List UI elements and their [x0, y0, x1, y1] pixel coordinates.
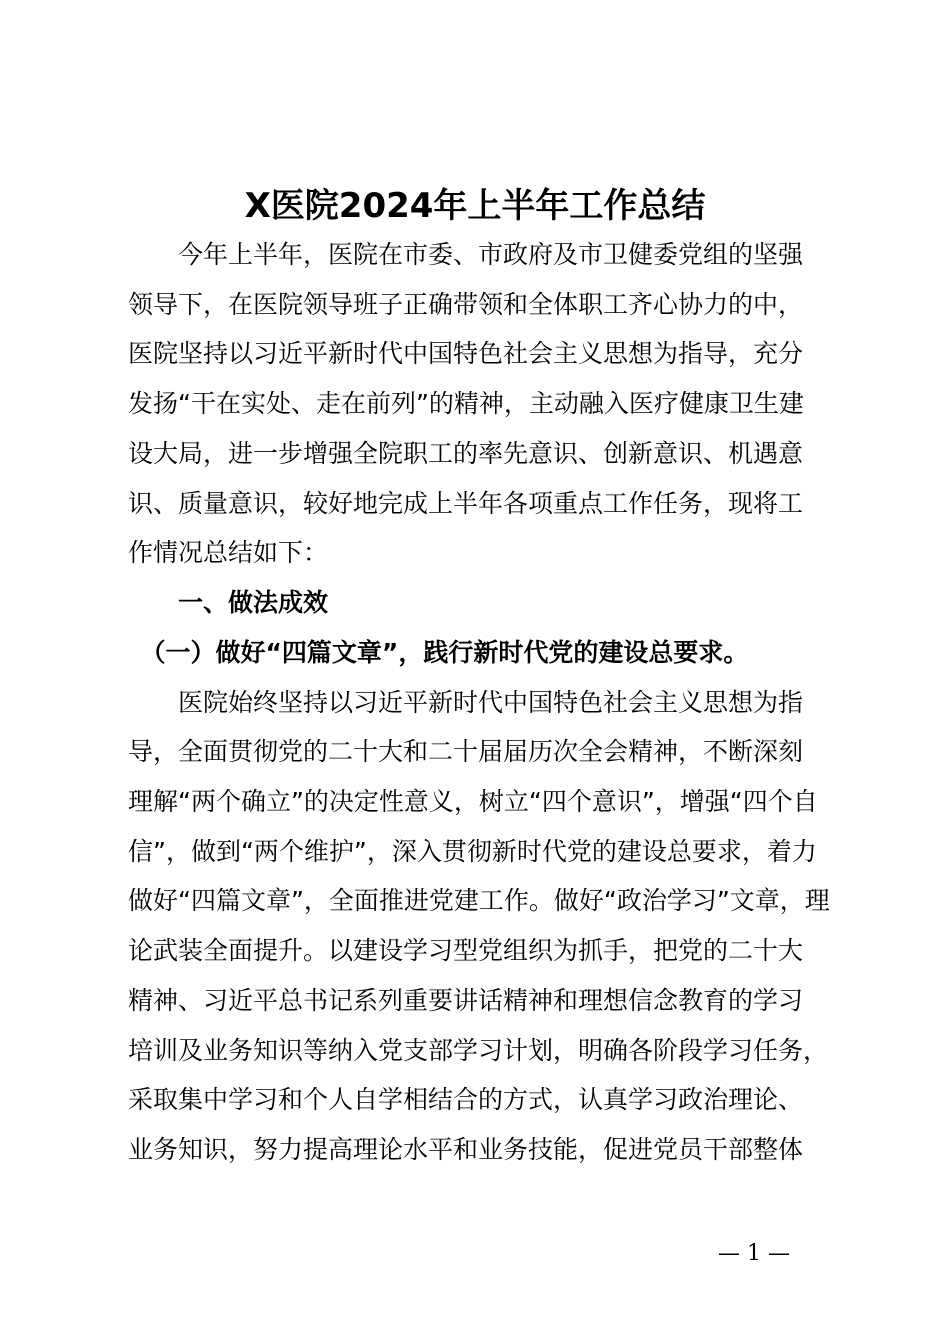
paragraph-line: 精神、习近平总书记系列重要讲话精神和理想信念教育的学习 — [128, 986, 804, 1015]
paragraph-line: 理解“两个确立”的决定性意义，树立“四个意识”，增强“四个自 — [128, 787, 818, 816]
paragraph-line: 医院始终坚持以习近平新时代中国特色社会主义思想为指 — [128, 688, 804, 717]
paragraph-line: 识、质量意识，较好地完成上半年各项重点工作任务，现将工 — [128, 489, 804, 518]
paragraph-line: 培训及业务知识等纳入党支部学习计划，明确各阶段学习任务， — [128, 1036, 829, 1065]
paragraph-line: 医院坚持以习近平新时代中国特色社会主义思想为指导，充分 — [128, 339, 804, 368]
page-number: — 1 — — [718, 1241, 790, 1266]
document-title: X医院2024年上半年工作总结 — [244, 186, 706, 226]
section-heading: 一、做法成效 — [128, 588, 329, 617]
subsection-heading: （一）做好“四篇文章”，践行新时代党的建设总要求。 — [128, 638, 749, 667]
paragraph-line: 信”，做到“两个维护”，深入贯彻新时代党的建设总要求，着力 — [128, 837, 817, 866]
paragraph-line: 业务知识，努力提高理论水平和业务技能，促进党员干部整体 — [128, 1135, 804, 1164]
paragraph-line: 做好“四篇文章”，全面推进党建工作。做好“政治学习”文章，理 — [128, 886, 830, 915]
paragraph-line: 导，全面贯彻党的二十大和二十届届历次全会精神，不断深刻 — [128, 737, 804, 766]
paragraph-line: 设大局，进一步增强全院职工的率先意识、创新意识、机遇意 — [128, 439, 804, 468]
paragraph-line: 采取集中学习和个人自学相结合的方式，认真学习政治理论、 — [128, 1085, 804, 1114]
paragraph-line: 作情况总结如下： — [128, 538, 329, 567]
paragraph-line: 领导下，在医院领导班子正确带领和全体职工齐心协力的中， — [128, 290, 804, 319]
paragraph-line: 发扬“干在实处、走在前列”的精神，主动融入医疗健康卫生建 — [128, 389, 804, 418]
paragraph-line: 论武装全面提升。以建设学习型党组织为抓手，把党的二十大 — [128, 936, 804, 965]
paragraph-line: 今年上半年，医院在市委、市政府及市卫健委党组的坚强 — [128, 240, 804, 269]
